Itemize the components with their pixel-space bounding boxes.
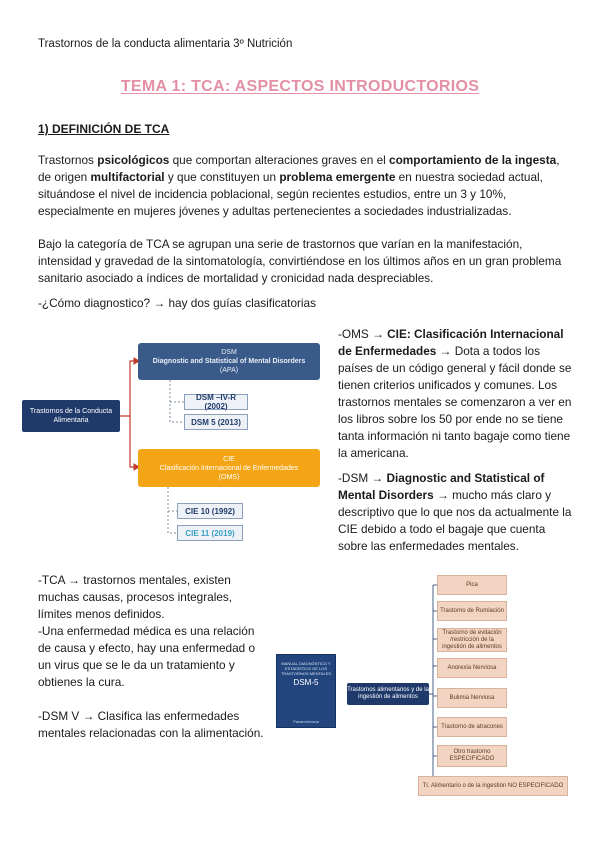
tca-root-node: Trastornos de la Conducta Alimentaria [22, 400, 120, 432]
medical-note: -Una enfermedad médica es una relación de causa y efecto, hay una enfermedad o un virus que se le da un tratamiento y obtienes la cura. [38, 624, 256, 689]
pica-node: Pica [437, 575, 507, 595]
oms-paragraph: -OMS → CIE: Clasificación Internacional de Enfermedades → Dota a todos los países de un código general y fácil donde se tienen criterios unificados y comunes. Los trastornos mentales se comenzaron a ver en los libros sobre los 50 por ende no se tiene tanta información ni tanto bagaje como tiene la americana. [338, 327, 572, 460]
page-title: TEMA 1: TCA: ASPECTOS INTRODUCTORIOS [120, 78, 480, 95]
definition-paragraph: Trastornos psicológicos que comportan alteraciones graves en el comportamiento de la ingesta, de origen multifactorial y que constituyen un problema emergente en nuestra sociedad actual, situándose el nivel de incidencia poblacional, según recientes estudios, entre un 3 y 10%, especialmente en mujeres jóvenes y adultas pertenecientes a sociedades industrializadas. [38, 153, 560, 218]
dsmv-note: -DSM V → Clasifica las enfermedades mentales relacionadas con la alimentación. [38, 709, 264, 740]
eating-disorders-root-node: Trastornos alimentarios y de la ingestión de alimentos [347, 683, 429, 705]
rumination-node: Trastorno de Rumiación [437, 601, 507, 621]
bulimia-node: Bulimia Nerviosa [437, 688, 507, 708]
diagnosis-question: -¿Cómo diagnostico? → hay dos guías clasificatorias [38, 296, 317, 310]
dsm5-book-cover: MANUAL DIAGNÓSTICO Y ESTADÍSTICO DE LOS TRASTORNOS MENTALES DSM-5 Panamericana [276, 654, 336, 728]
unspecified-node: Tr. Alimentario o de la ingestión NO ESPECIFICADO [418, 776, 568, 796]
section-heading: 1) DEFINICIÓN DE TCA [38, 122, 170, 136]
category-paragraph: Bajo la categoría de TCA se agrupan una serie de trastornos que varían en la manifestación, intensidad y gravedad de la sintomatología, convirtiéndose en los últimos años en un gran problema sanitario asociado a índices de mortalidad y cronicidad nada despreciables. [38, 237, 562, 285]
other-specified-node: Otro trastorno ESPECIFICADO [437, 745, 507, 767]
tca-notes [38, 572, 268, 742]
document-header: Trastornos de la conducta alimentaria 3º Nutrición [38, 38, 293, 50]
cie10-node: CIE 10 (1992) [177, 503, 243, 519]
dsm4-node: DSM –IV-R (2002) [184, 394, 248, 410]
avoidance-node: Trastorno de evitación /restricción de la ingestión de alimentos [437, 628, 507, 652]
dsm5-node: DSM 5 (2013) [184, 414, 248, 430]
dsm-paragraph: -DSM → Diagnostic and Statistical of Mental Disorders → mucho más claro y descriptivo que lo que nos da actualmente la CIE debido a todo el bagaje que cuenta sobre las enfermedades mentales. [338, 471, 572, 553]
binge-node: Trastorno de atracones [437, 717, 507, 737]
cie11-node: CIE 11 (2019) [177, 525, 243, 541]
dsm-node: DSM Diagnostic and Statistical of Mental Disorders (APA) [138, 343, 320, 380]
anorexia-node: Anorexia Nerviosa [437, 658, 507, 678]
cie-node: CIE Clasificación Internacional de Enfermedades (OMS) [138, 449, 320, 487]
tca-note: -TCA → trastornos mentales, existen muchas causas, procesos integrales, límites menos definidos. [38, 573, 233, 621]
